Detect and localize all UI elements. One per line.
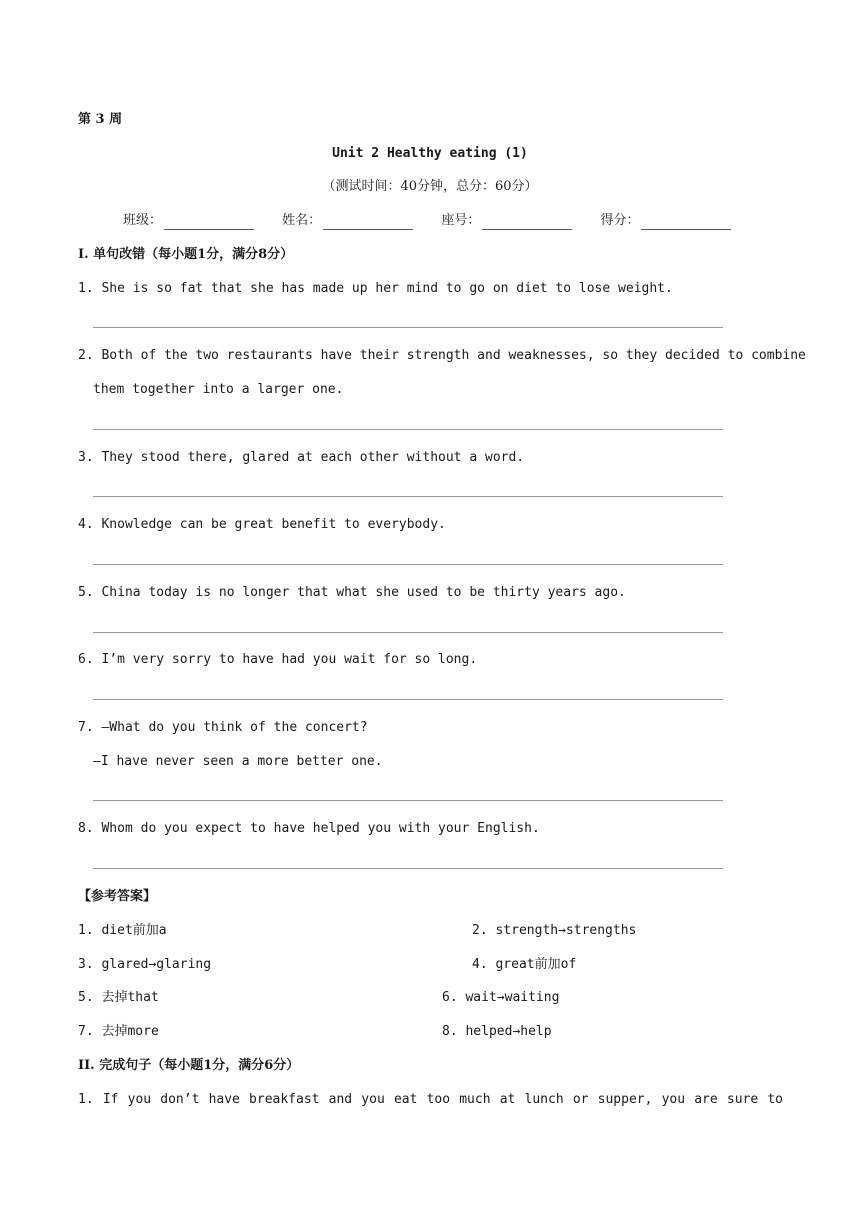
section2-question-1: 1. If you don’t have breakfast and you eat too much at lunch or supper, you are sure to	[78, 1092, 783, 1107]
answer-line-1[interactable]	[93, 327, 723, 328]
question-7-cont: —I have never seen a more better one.	[93, 754, 383, 769]
answer-item-4: 4. great前加of	[472, 957, 577, 972]
answer-line-8[interactable]	[93, 868, 723, 869]
answer-line-3[interactable]	[93, 496, 723, 497]
answer-line-7[interactable]	[93, 800, 723, 801]
answer-line-4[interactable]	[93, 564, 723, 565]
question-2: 2. Both of the two restaurants have their strength and weaknesses, so they decided to combine	[78, 348, 806, 363]
class-blank[interactable]	[164, 215, 254, 230]
answer-item-1: 1. diet前加a	[78, 923, 167, 938]
answer-item-7: 7. 去掉more	[78, 1024, 159, 1039]
name-field[interactable]	[282, 213, 413, 228]
name-label: 姓名：	[282, 213, 322, 228]
question-5: 5. China today is no longer that what she used to be thirty years ago.	[78, 585, 626, 600]
seat-field[interactable]	[441, 213, 572, 228]
question-6: 6. I’m very sorry to have had you wait for so long.	[78, 652, 478, 667]
answer-item-8: 8. helped→help	[442, 1024, 552, 1039]
answer-item-5: 5. 去掉that	[78, 990, 159, 1005]
answer-line-6[interactable]	[93, 699, 723, 700]
student-info-row	[123, 212, 755, 230]
question-2-cont: them together into a larger one.	[93, 382, 344, 397]
answer-line-5[interactable]	[93, 632, 723, 633]
answer-line-2[interactable]	[93, 429, 723, 430]
section2-heading: II. 完成句子（每小题1分，满分6分）	[78, 1058, 300, 1073]
score-blank[interactable]	[641, 215, 731, 230]
doc-subtitle: （测试时间：40分钟，总分：60分）	[322, 179, 538, 194]
section1-heading: I. 单句改错（每小题1分，满分8分）	[78, 247, 294, 262]
question-3: 3. They stood there, glared at each other without a word.	[78, 450, 525, 465]
doc-title: Unit 2 Healthy eating (1)	[332, 146, 528, 161]
class-field[interactable]	[123, 213, 254, 228]
class-label: 班级：	[123, 213, 163, 228]
answer-item-2: 2. strength→strengths	[472, 923, 637, 938]
seat-blank[interactable]	[482, 215, 572, 230]
week-label: 第 3 周	[78, 112, 123, 127]
name-blank[interactable]	[323, 215, 413, 230]
question-7: 7. —What do you think of the concert?	[78, 720, 368, 735]
score-label: 得分：	[600, 213, 640, 228]
answer-item-3: 3. glared→glaring	[78, 957, 212, 972]
question-8: 8. Whom do you expect to have helped you with your English.	[78, 821, 540, 836]
seat-label: 座号：	[441, 213, 481, 228]
score-field[interactable]	[600, 213, 731, 228]
answers-heading: 【参考答案】	[78, 889, 157, 904]
answer-item-6: 6. wait→waiting	[442, 990, 560, 1005]
question-4: 4. Knowledge can be great benefit to everybody.	[78, 517, 446, 532]
question-1: 1. She is so fat that she has made up her mind to go on diet to lose weight.	[78, 281, 673, 296]
